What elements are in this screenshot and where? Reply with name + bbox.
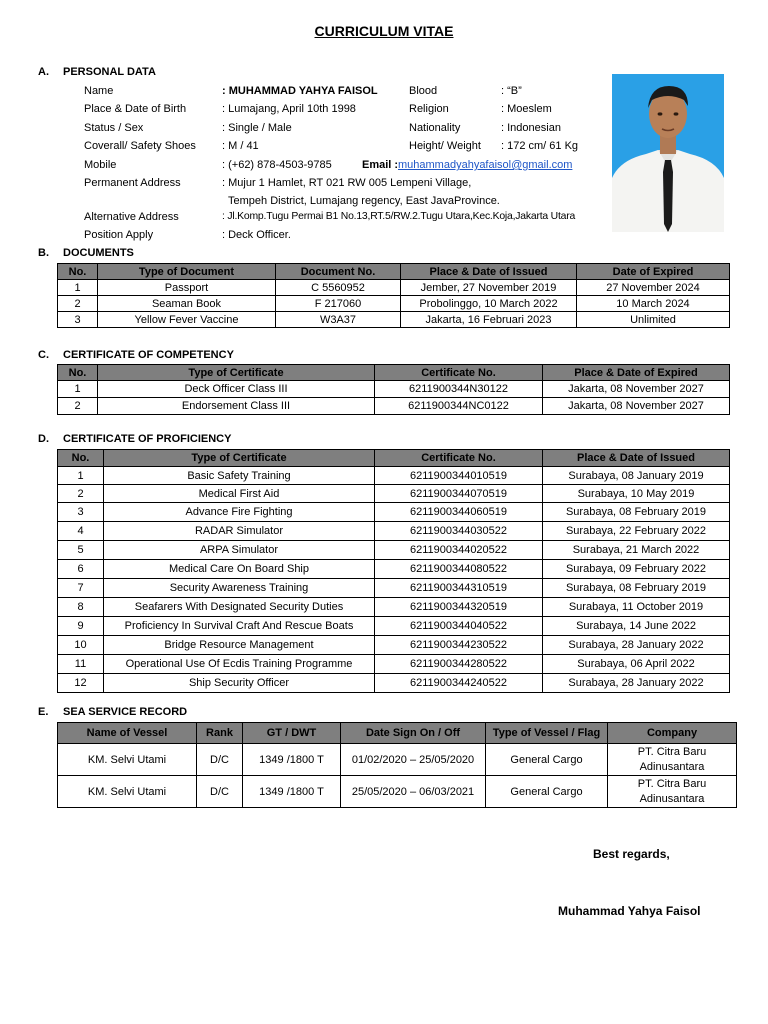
table-row xyxy=(58,598,730,617)
cell: 11 xyxy=(58,655,104,674)
cell: Surabaya, 28 January 2022 xyxy=(543,674,730,693)
cell: General Cargo xyxy=(486,744,608,776)
coverall-value: : M / 41 xyxy=(222,140,259,152)
birth-value: : Lumajang, April 10th 1998 xyxy=(222,103,356,115)
documents-table xyxy=(57,263,730,328)
cell: General Cargo xyxy=(486,776,608,808)
cell: Basic Safety Training xyxy=(104,467,375,485)
blood-label: Blood xyxy=(409,85,438,97)
section-documents-heading: DOCUMENTS xyxy=(63,247,134,259)
cell: 1349 /1800 T xyxy=(243,744,341,776)
cell: Medical First Aid xyxy=(104,485,375,503)
address-line-2: Tempeh District, Lumajang regency, East JavaProvince. xyxy=(228,195,500,207)
height-weight-label: Height/ Weight xyxy=(409,140,481,152)
mobile-value: : (+62) 878-4503-9785 xyxy=(222,159,332,171)
cell: W3A37 xyxy=(276,312,401,328)
religion-label: Religion xyxy=(409,103,449,115)
mobile-label: Mobile xyxy=(84,159,117,171)
table-row xyxy=(58,541,730,560)
email-label: Email : xyxy=(362,159,399,171)
cell: Probolinggo, 10 March 2022 xyxy=(401,296,577,312)
name-label: Name xyxy=(84,85,114,97)
cell: Seaman Book xyxy=(98,296,276,312)
section-coc-heading: CERTIFICATE OF COMPETENCY xyxy=(63,349,234,361)
table-row xyxy=(58,655,730,674)
cell: 4 xyxy=(58,522,104,541)
cell: Bridge Resource Management xyxy=(104,636,375,655)
table-row xyxy=(58,674,730,693)
cell: 6211900344010519 xyxy=(375,467,543,485)
email-link[interactable]: muhammadyahyafaisol@gmail.com xyxy=(398,159,573,171)
company-line-1: PT. Citra Baru xyxy=(637,777,707,790)
cell: 25/05/2020 – 06/03/2021 xyxy=(341,776,486,808)
cell: 6211900344060519 xyxy=(375,503,543,522)
cell: 3 xyxy=(58,503,104,522)
cell: ARPA Simulator xyxy=(104,541,375,560)
col-header: Certificate No. xyxy=(375,365,543,381)
cell: Unlimited xyxy=(577,312,730,328)
table-row xyxy=(58,617,730,636)
table-row xyxy=(58,485,730,503)
cell: 5 xyxy=(58,541,104,560)
address-line-1: : Mujur 1 Hamlet, RT 021 RW 005 Lempeni Village, xyxy=(222,177,472,189)
nationality-label: Nationality xyxy=(409,122,461,134)
col-header: No. xyxy=(58,365,98,381)
cell: Jakarta, 08 November 2027 xyxy=(543,398,730,415)
col-header: Date of Expired xyxy=(577,264,730,280)
position-label: Position Apply xyxy=(84,229,154,241)
cell: Surabaya, 11 October 2019 xyxy=(543,598,730,617)
section-cop-heading: CERTIFICATE OF PROFICIENCY xyxy=(63,433,232,445)
cell: 6211900344020522 xyxy=(375,541,543,560)
col-header: Document No. xyxy=(276,264,401,280)
cell: 12 xyxy=(58,674,104,693)
cell: D/C xyxy=(197,744,243,776)
nationality-value: : Indonesian xyxy=(501,122,561,134)
cell: Surabaya, 21 March 2022 xyxy=(543,541,730,560)
table-row xyxy=(58,381,730,398)
cell: Deck Officer Class III xyxy=(98,381,375,398)
cell xyxy=(608,744,737,776)
cell: Passport xyxy=(98,280,276,296)
section-a-letter: A. xyxy=(38,66,49,78)
col-header: No. xyxy=(58,450,104,467)
cell: 9 xyxy=(58,617,104,636)
company-line-2: Adinusantara xyxy=(639,792,705,805)
section-d-letter: D. xyxy=(38,433,49,445)
col-header: Certificate No. xyxy=(375,450,543,467)
cell: Jakarta, 16 Februari 2023 xyxy=(401,312,577,328)
cell: Yellow Fever Vaccine xyxy=(98,312,276,328)
table-row xyxy=(58,503,730,522)
company-line-1: PT. Citra Baru xyxy=(637,745,707,758)
cell: 2 xyxy=(58,485,104,503)
cell: 10 March 2024 xyxy=(577,296,730,312)
table-row xyxy=(58,312,730,328)
cell: 6 xyxy=(58,560,104,579)
birth-label: Place & Date of Birth xyxy=(84,103,187,115)
cell: KM. Selvi Utami xyxy=(58,776,197,808)
cell: RADAR Simulator xyxy=(104,522,375,541)
table-row xyxy=(58,636,730,655)
col-header: Type of Document xyxy=(98,264,276,280)
cell: 3 xyxy=(58,312,98,328)
cell: 8 xyxy=(58,598,104,617)
table-row xyxy=(58,398,730,415)
cell: Advance Fire Fighting xyxy=(104,503,375,522)
name-value: : MUHAMMAD YAHYA FAISOL xyxy=(222,85,378,97)
cell: 6211900344NC0122 xyxy=(375,398,543,415)
closing-regards: Best regards, xyxy=(593,847,670,861)
table-row xyxy=(58,467,730,485)
section-e-letter: E. xyxy=(38,706,49,718)
cell: 6211900344030522 xyxy=(375,522,543,541)
cell: 01/02/2020 – 25/05/2020 xyxy=(341,744,486,776)
col-header: Place & Date of Issued xyxy=(543,450,730,467)
section-b-letter: B. xyxy=(38,247,49,259)
cell: Jakarta, 08 November 2027 xyxy=(543,381,730,398)
cell: 1 xyxy=(58,280,98,296)
cell: 6211900344230522 xyxy=(375,636,543,655)
cell: 1 xyxy=(58,467,104,485)
cell: 10 xyxy=(58,636,104,655)
table-row xyxy=(58,522,730,541)
cell: Surabaya, 08 February 2019 xyxy=(543,579,730,598)
coc-table xyxy=(57,364,730,415)
cell: Ship Security Officer xyxy=(104,674,375,693)
section-personal-data-heading: PERSONAL DATA xyxy=(63,66,156,78)
cell: KM. Selvi Utami xyxy=(58,744,197,776)
status-label: Status / Sex xyxy=(84,122,144,134)
signature-name: Muhammad Yahya Faisol xyxy=(558,904,701,918)
table-row xyxy=(58,560,730,579)
col-header: GT / DWT xyxy=(243,723,341,744)
cell: 6211900344320519 xyxy=(375,598,543,617)
cell: Seafarers With Designated Security Duties xyxy=(104,598,375,617)
height-weight-value: : 172 cm/ 61 Kg xyxy=(501,140,579,152)
cell: Surabaya, 14 June 2022 xyxy=(543,617,730,636)
cell: 27 November 2024 xyxy=(577,280,730,296)
cell: 6211900344070519 xyxy=(375,485,543,503)
position-value: : Deck Officer. xyxy=(222,229,291,241)
cell: Endorsement Class III xyxy=(98,398,375,415)
table-row xyxy=(58,296,730,312)
cell: 2 xyxy=(58,398,98,415)
cop-table xyxy=(57,449,730,693)
religion-value: : Moeslem xyxy=(501,103,552,115)
table-row xyxy=(58,579,730,598)
profile-photo xyxy=(612,74,724,232)
col-header: Type of Certificate xyxy=(98,365,375,381)
col-header: Place & Date of Issued xyxy=(401,264,577,280)
sea-service-table xyxy=(57,722,737,808)
status-value: : Single / Male xyxy=(222,122,292,134)
col-header: Name of Vessel xyxy=(58,723,197,744)
cell: 7 xyxy=(58,579,104,598)
cell: Surabaya, 28 January 2022 xyxy=(543,636,730,655)
company-line-2: Adinusantara xyxy=(639,760,705,773)
cell: F 217060 xyxy=(276,296,401,312)
cell: Proficiency In Survival Craft And Rescue Boats xyxy=(104,617,375,636)
col-header: Place & Date of Expired xyxy=(543,365,730,381)
cell: Jember, 27 November 2019 xyxy=(401,280,577,296)
cell: Operational Use Of Ecdis Training Programme xyxy=(104,655,375,674)
section-c-letter: C. xyxy=(38,349,49,361)
col-header: No. xyxy=(58,264,98,280)
cell: 6211900344040522 xyxy=(375,617,543,636)
table-row xyxy=(58,280,730,296)
cell: Surabaya, 08 January 2019 xyxy=(543,467,730,485)
cell: 6211900344N30122 xyxy=(375,381,543,398)
col-header: Type of Certificate xyxy=(104,450,375,467)
address-label: Permanent Address xyxy=(84,177,181,189)
cell: Surabaya, 22 February 2022 xyxy=(543,522,730,541)
alt-address-value: : Jl.Komp.Tugu Permai B1 No.13,RT.5/RW.2.Tugu Utara,Kec.Koja,Jakarta Utara xyxy=(222,211,576,222)
cell: Surabaya, 08 February 2019 xyxy=(543,503,730,522)
alt-address-label: Alternative Address xyxy=(84,211,179,223)
cell: Security Awareness Training xyxy=(104,579,375,598)
cell: 6211900344080522 xyxy=(375,560,543,579)
cell: 6211900344240522 xyxy=(375,674,543,693)
cell xyxy=(608,776,737,808)
col-header: Company xyxy=(608,723,737,744)
cell: Surabaya, 10 May 2019 xyxy=(543,485,730,503)
col-header: Date Sign On / Off xyxy=(341,723,486,744)
col-header: Type of Vessel / Flag xyxy=(486,723,608,744)
cell: 1349 /1800 T xyxy=(243,776,341,808)
blood-value: : “B” xyxy=(501,85,522,97)
section-sea-service-heading: SEA SERVICE RECORD xyxy=(63,706,188,718)
cell: Surabaya, 06 April 2022 xyxy=(543,655,730,674)
col-header: Rank xyxy=(197,723,243,744)
cell: 6211900344280522 xyxy=(375,655,543,674)
cell: C 5560952 xyxy=(276,280,401,296)
cell: Surabaya, 09 February 2022 xyxy=(543,560,730,579)
cell: 2 xyxy=(58,296,98,312)
table-row xyxy=(58,776,737,808)
cell: 6211900344310519 xyxy=(375,579,543,598)
cell: D/C xyxy=(197,776,243,808)
cell: Medical Care On Board Ship xyxy=(104,560,375,579)
cell: 1 xyxy=(58,381,98,398)
document-title: CURRICULUM VITAE xyxy=(314,23,454,39)
coverall-label: Coverall/ Safety Shoes xyxy=(84,140,196,152)
table-row xyxy=(58,744,737,776)
